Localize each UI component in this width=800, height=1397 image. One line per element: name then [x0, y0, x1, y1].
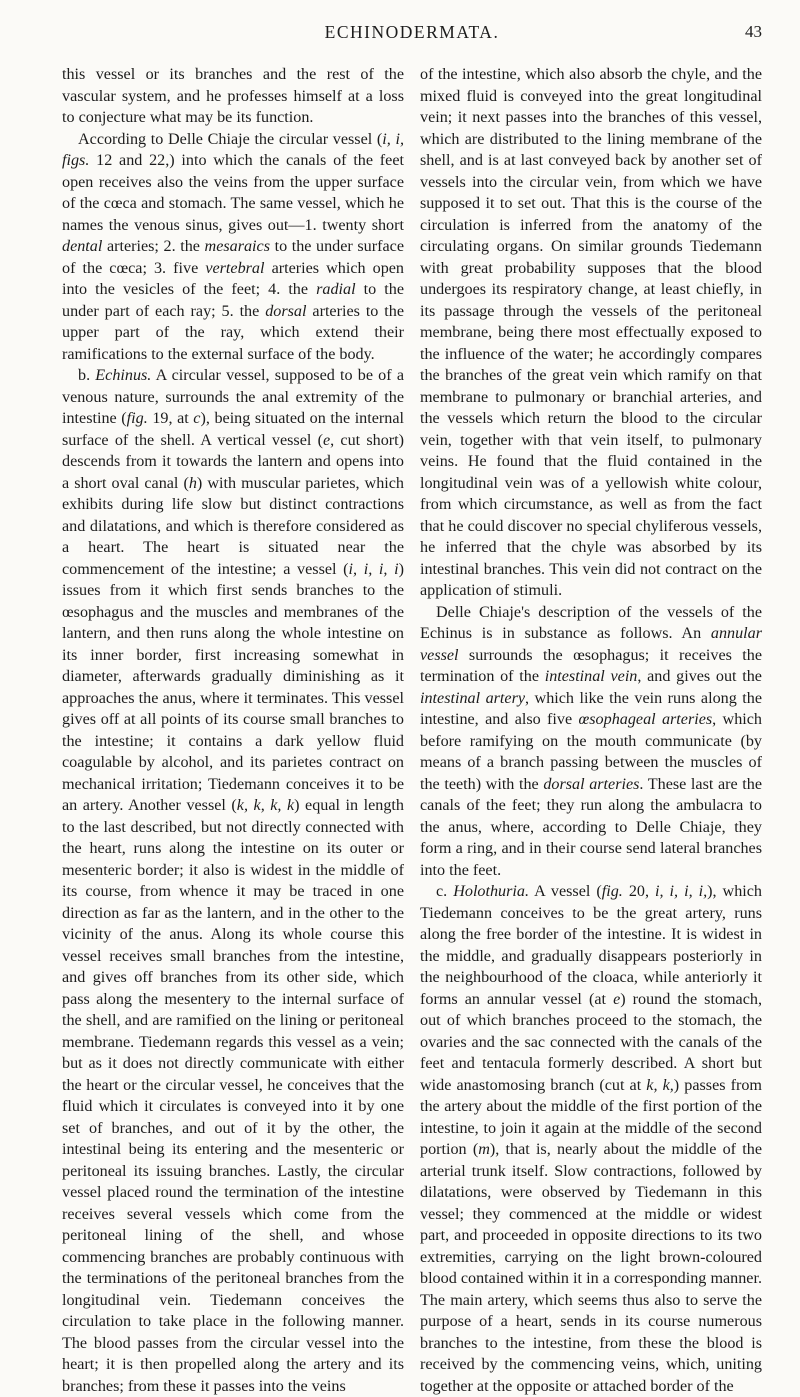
italic-text: i, i, figs. [62, 130, 404, 169]
text-run: , and gives out the [637, 668, 762, 685]
paragraph [420, 64, 762, 602]
paragraph [62, 129, 404, 366]
running-title: ECHINODERMATA. [324, 22, 500, 42]
text-run: , which before ramifying on the mouth communicate (by means of a branch passing between the muscles of the teeth) with the [420, 711, 762, 793]
italic-text: œsophageal arteries [578, 711, 713, 728]
italic-text: vertebral [205, 259, 265, 277]
text-run: A circular vessel, supposed to be of a venous nature, surrounds the anal extremity of the intestine ( [62, 367, 404, 427]
italic-text: dorsal arteries [543, 775, 640, 793]
text-run: ), which Tiedemann conceives to be the great artery, runs along the free border of the intestine. It is widest in the middle, and gradually disappears posteriorly in the neighbourhood of the cloaca, while anteriorly it forms an annular vessel (at [420, 883, 763, 1008]
italic-text: e [322, 431, 331, 449]
text-run: ) issues from it which first sends branches to the œsophagus and the muscles and membranes of the lantern, and then runs along the whole intestine on its inner border, first increasing somewhat in diameter, afterwards gradually diminishing as it approaches the anus, where it terminates. This vessel gives off at all points of its course small branches to the intestine; it contains a dark yellow fluid coagulable by alcohol, and its parietes contract on mechanical irritation; Tiedemann conceives it to be an artery. Another vessel ( [62, 560, 404, 814]
paragraph [62, 365, 404, 1397]
paragraph [420, 881, 762, 1397]
text-run: to the under part of each ray; 5. the [62, 281, 404, 320]
text-run: 19, at [147, 410, 194, 427]
italic-text: i, i, i, i [348, 560, 399, 578]
text-run: ), that is, nearly about the middle of the arterial trunk itself. Slow contractions, followed by dilatations, were observed by Tiedemann in this vessel; they commenced at the middle or widest part, and proceeded in opposite directions to its two extremities, carrying on the light brown-coloured blood contained within it in a corresponding manner. The main artery, which seems thus also to serve the purpose of a heart, sends in its course numerous branches to the intestine, from these the blood is received by the commencing veins, which, uniting together at the opposite or attached border of the [420, 1141, 762, 1395]
italic-text: annular vessel [420, 625, 762, 664]
paragraph [420, 602, 762, 882]
left-column [62, 64, 404, 1397]
text-run: to the under surface of the cœca; 3. five [62, 238, 404, 277]
italic-text: k, k, k, k [236, 797, 295, 814]
right-column [420, 64, 762, 1397]
italic-text: m [478, 1141, 490, 1158]
italic-text: fig. [601, 883, 623, 900]
italic-text: k, k, [646, 1076, 674, 1094]
text-run: arteries; 2. the [102, 238, 205, 255]
italic-text: c [193, 410, 201, 427]
text-run: , cut short) descends from it towards the lantern and opens into a short oval canal ( [62, 431, 405, 492]
italic-text: dorsal [265, 302, 307, 320]
italic-text: intestinal artery [420, 689, 526, 707]
paragraph [62, 64, 404, 129]
italic-text: Echinus. [95, 367, 152, 384]
text-run: 12 and 22,) into which the canals of the feet open receives also the veins from the upper surface of the cœca and stomach. The same vessel, which he names the venous sinus, gives out—1. twenty short [62, 152, 404, 234]
text-run: ) with muscular parietes, which exhibits during life slow but distinct contractions and dilatations, and which is therefore considered as a heart. The heart is situated near the commencement of the intestine; a vessel ( [62, 474, 405, 578]
italic-text: i, i, i, i, [655, 883, 708, 900]
italic-text: fig. [126, 410, 148, 427]
text-run: A vessel ( [529, 883, 602, 900]
italic-text: mesaraics [204, 238, 270, 255]
text-run: b. [78, 367, 96, 384]
italic-text: e [613, 990, 621, 1008]
text-run: of the intestine, which also absorb the chyle, and the mixed fluid is conveyed into the great longitudinal vein; it next passes into the branches of this vessel, which are distributed to the lining membrane of the shell, and is at last conveyed back by another set of vessels into the circular vein, from which we have supposed it to set out. That this is the course of the circulation is inferred from the anatomy of the circulating organs. On similar grounds Tiedemann with great probability supposes that the blood undergoes its respiratory change, at least chiefly, in its passage through the vessels of the peritoneal membrane, being there most effectually exposed to the influence of the water; he accordingly compares the branches of the great vein which ramify on that membrane to pulmonary or branchial arteries, and the vessels which return the blood to the circular vein, together with that vein itself, to pulmonary veins. He found that the fluid contained in the longitudinal vein was of a yellowish white colour, from which circumstance, as well as from the fact that he could discover no special chyliferous vessels, he inferred that the chyle was absorbed by its intestinal branches. This vein did not contract on the application of stimuli. [420, 66, 762, 599]
text-run: c. [436, 883, 454, 900]
text-run: ) passes from the artery about the middle of the first portion of the intestine, to join it again at the middle of the second portion ( [420, 1076, 762, 1158]
italic-text: radial [316, 281, 356, 298]
text-run: 20, [622, 883, 656, 900]
text-run: surrounds the œsophagus; it receives the termination of the [420, 646, 762, 685]
text-run: ), being situated on the internal surface of the shell. A vertical vessel ( [62, 410, 404, 449]
text-run: arteries to the upper part of the ray, which extend their ramifications to the external surface of the body. [62, 302, 405, 363]
italic-text: h [188, 474, 197, 492]
text-run: ) equal in length to the last described, but not directly connected with the heart, runs along the intestine on its outer or mesenteric border; it also is widest in the middle of its course, from whence it may be traced in one direction as far as the lantern, and in the other to the vicinity of the anus. Along its whole course this vessel receives small branches from the intestine, and gives off branches from its other side, which pass along the mesentery to the internal surface of the shell, and are ramified on the lining or peritoneal membrane. Tiedemann regards this vessel as a vein; but as it does not directly communicate with either the heart or the circular vessel, he conceives that the fluid which it circulates is conveyed into it by one set of branches, and out of it by the other, the intestinal being its entering and the mesenteric or peritoneal its issuing branches. Lastly, the circular vessel placed round the termination of the intestine receives several vessels which come from the peritoneal lining of the shell, and whose commencing branches are probably continuous with the terminations of the peritoneal branches from the longitudinal vein. Tiedemann conceives the circulation to take place in the following manner. The blood passes from the circular vessel into the heart; it is then propelled along the artery and its branches; from these it passes into the veins [62, 797, 404, 1395]
italic-text: intestinal vein [544, 668, 638, 685]
text-run: this vessel or its branches and the rest of the vascular system, and he professes himself at a loss to conjecture what may be its function. [62, 66, 404, 126]
text-run: , which like the vein runs along the intestine, and also five [420, 689, 762, 728]
text-run: arteries which open into the vesicles of the feet; 4. the [62, 259, 405, 298]
page-number: 43 [745, 22, 762, 41]
italic-text: dental [62, 238, 103, 255]
text-run: . These last are the canals of the feet; they run along the ambulacra to the anus, where, according to Delle Chiaje, they form a ring, and in their course send lateral branches into the feet. [420, 775, 762, 879]
text-run: Delle Chiaje's description of the vessels of the Echinus is in substance as follows. An [420, 603, 762, 642]
text-run: According to Delle Chiaje the circular vessel ( [78, 130, 383, 148]
italic-text: Holothuria. [453, 883, 529, 900]
running-header [62, 20, 762, 46]
text-run: ) round the stomach, out of which branches proceed to the stomach, the ovaries and the sac connected with the canals of the feet and tentacula formerly described. A short but wide anastomosing branch (cut at [420, 990, 762, 1094]
